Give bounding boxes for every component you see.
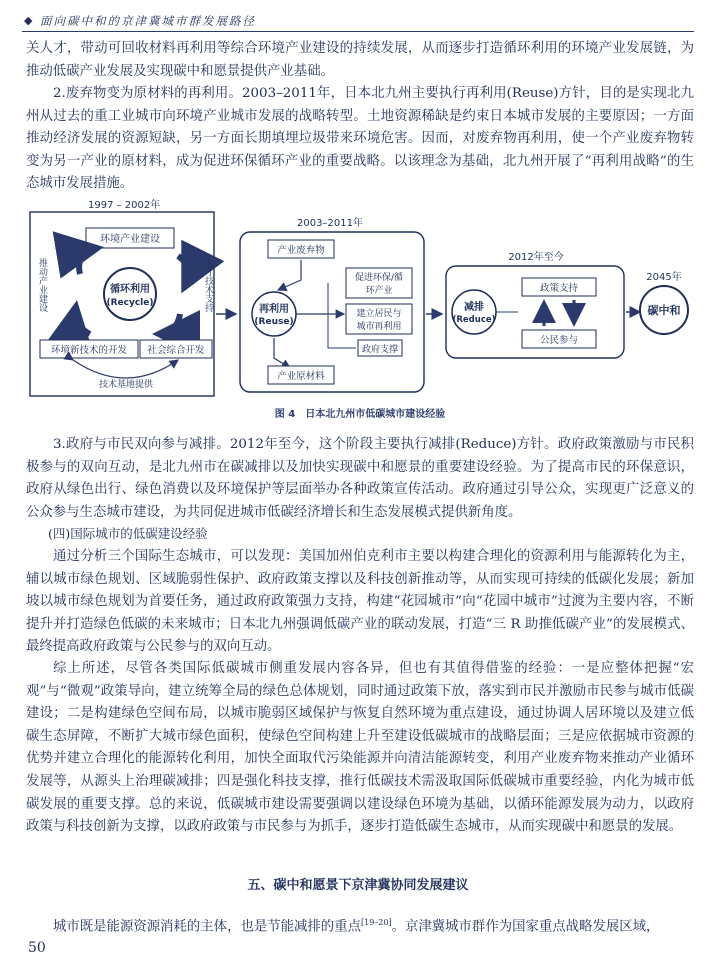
reduce-label-en: (Reduce) (452, 315, 496, 325)
running-header (22, 10, 694, 32)
carbon-neutral-label: 碳中和 (647, 304, 681, 317)
stage2-top-label: 产业废弃物 (277, 245, 325, 256)
header-title: 面向碳中和的京津冀城市群发展路径 (40, 14, 256, 28)
section-title: 五、碳中和愿景下京津冀协同发展建议 (247, 878, 469, 893)
paragraph-4: 通过分析三个国际生态城市，可以发现：美国加州伯克利市主要以构建合理化的资源利用与能源转化为主，辅以城市绿色规划、区域脆弱性保护、政府政策支撑以及科技创新推动等，从而实现可持续的低碳化发展；新加坡以城市绿色规划为首要任务，通过政府政策强力支持，构建“花园城市”向“花园中城市”过渡为主要内容，不断提升并打造绿色低碳的未来城市；日本北九州强调低碳产业的联动发展，打造“三 R 助推低碳产业”的发展模式、最终提高政府政策与公民参与的双向互动。 (26, 549, 694, 655)
recycle-label: 循环利用 (110, 284, 150, 295)
header-diamond-icon: ◆ (24, 14, 33, 27)
stage1-period: 1997 – 2002年 (88, 200, 161, 211)
stage3-period: 2012年至今 (508, 252, 564, 263)
stage1-bottom-left-label: 环境新技术的开发 (50, 345, 128, 356)
stage2-box-c-label: 政府支撑 (361, 345, 399, 355)
paragraph-6 (26, 912, 694, 939)
arrow-waste-reuse (278, 260, 301, 290)
page-number: 50 (28, 940, 46, 956)
paragraph-1: 关人才，带动可回收材料再利用等综合环境产业建设的持续发展，从而逐步打造循环利用的环境产业发展链，为推动低碳产业发展及实现碳中和愿景提供产业基础。 (26, 41, 694, 79)
stage2-box-a-line1: 促进环保/循 (354, 273, 404, 283)
stage1-top-label: 环境产业建设 (100, 234, 160, 245)
cycle-arrow-bottom-right (158, 314, 180, 334)
cycle-arrow-top-left (79, 248, 98, 274)
paragraph-5: 综上所述，尽管各类国际低碳城市侧重发展内容各异，但也有其值得借鉴的经验：一是应整体把握“宏观”与“微观”政策导向，建立统筹全局的绿色总体规划，同时通过政策下放，落实到市民并激励市民参与城市低碳建设；二是构建绿色空间布局，以城市脆弱区域保护与恢复自然环境为重点建设，通过协调人居环境以及建立低碳生态屏障，不断扩大城市绿色面积，使绿色空间构建上升至建设低碳城市的战略层面；三是应依据城市资源的优势并建立合理化的能源转化利用，加快全面取代污染能源并向清洁能源转变，利用产业废弃物来推动产业循环发展等，从源头上治理碳减排；四是强化科技支撑，推行低碳技术需汲取国际低碳城市重要经验，内化为城市低碳发展的重要支撑。总的来说，低碳城市建设需要强调以建设绿色环境为基础，以循环能源发展为动力，以政府政策与科技创新为支撑，以政府政策与市民参与为抓手，逐步打造低碳生态城市，从而实现碳中和愿景的发展。 (26, 661, 694, 835)
stage1-left-vertical: 推动产业建设 (37, 258, 47, 312)
paragraph-2: 2.废弃物变为原材料的再利用。2003–2011年，日本北九州主要执行再利用(Reuse)方针，目的是实现北九州从过去的重工业城市向环境产业城市发展的战略转型。土地资源稀缺是约束日本城市发展的主要原因；一方面推动经济发展的资源短缺，另一方面长期填埋垃圾带来环境危害。因而，对废弃物再利用，使一个产业废弃物转变为另一产业的原材料，成为促进环保循环产业的重要战略。以该理念为基础，北九州开展了“再利用战略”的生态城市发展措施。 (26, 86, 694, 192)
reuse-label-en: (Reuse) (254, 317, 294, 327)
citation-ref: [19–20] (360, 918, 392, 927)
stage2-box-b-line1: 建立居民与 (356, 309, 402, 319)
stage4-period: 2045年 (646, 272, 682, 283)
paragraph-6-tail: 。京津冀城市群作为国家重点战略发展区域， (391, 919, 660, 935)
subsection-title: (四)国际城市的低碳建设经验 (48, 526, 208, 541)
arrow-reuse-material (274, 338, 290, 368)
stage1-bottom-right-label: 社会综合开发 (147, 345, 205, 356)
stage2-box-a-line2: 环产业 (365, 286, 393, 296)
paragraph-6-main: 城市既是能源资源消耗的主体，也是节能减排的重点 (53, 919, 361, 935)
paragraph-3: 3.政府与市民双向参与减排。2012年至今，这个阶段主要执行减排(Reduce)方针。政府政策激励与市民积极参与的双向互动，是北九州市在碳减排以及加快实现碳中和愿景的重要建设经验。为了提高市民的环保意识，政府从绿色出行、绿色消费以及环境保护等层面举办各种政策宣传活动。政府通过引导公众，实现更广泛意义的公众参与生态城市建设，为共同促进城市低碳经济增长和生态发展模式提供新角度。 (26, 437, 694, 520)
stage3-top-label: 政策支持 (539, 283, 579, 294)
stage1-bottom-arc (73, 360, 178, 378)
stage1-bottom-text: 技术基地提供 (98, 380, 154, 390)
reduce-label: 减排 (464, 302, 484, 313)
recycle-label-en: (Recycle) (106, 298, 154, 308)
stage2-box-b-line2: 城市再利用 (356, 322, 402, 332)
reuse-label: 再利用 (259, 304, 289, 315)
stage2-period: 2003–2011年 (297, 218, 363, 229)
figure-caption: 图 4 日本北九州市低碳城市建设经验 (274, 409, 446, 420)
figure-diagram (28, 196, 692, 402)
cycle-arrow-top-right (178, 256, 188, 288)
stage2-bottom-label: 产业原材料 (277, 371, 325, 382)
cycle-arrow-bottom-left (76, 306, 90, 334)
figure-4 (28, 196, 692, 424)
stage1-right-vertical: 人才技术支持 (203, 258, 213, 312)
stage3-bottom-label: 公民参与 (539, 335, 579, 346)
